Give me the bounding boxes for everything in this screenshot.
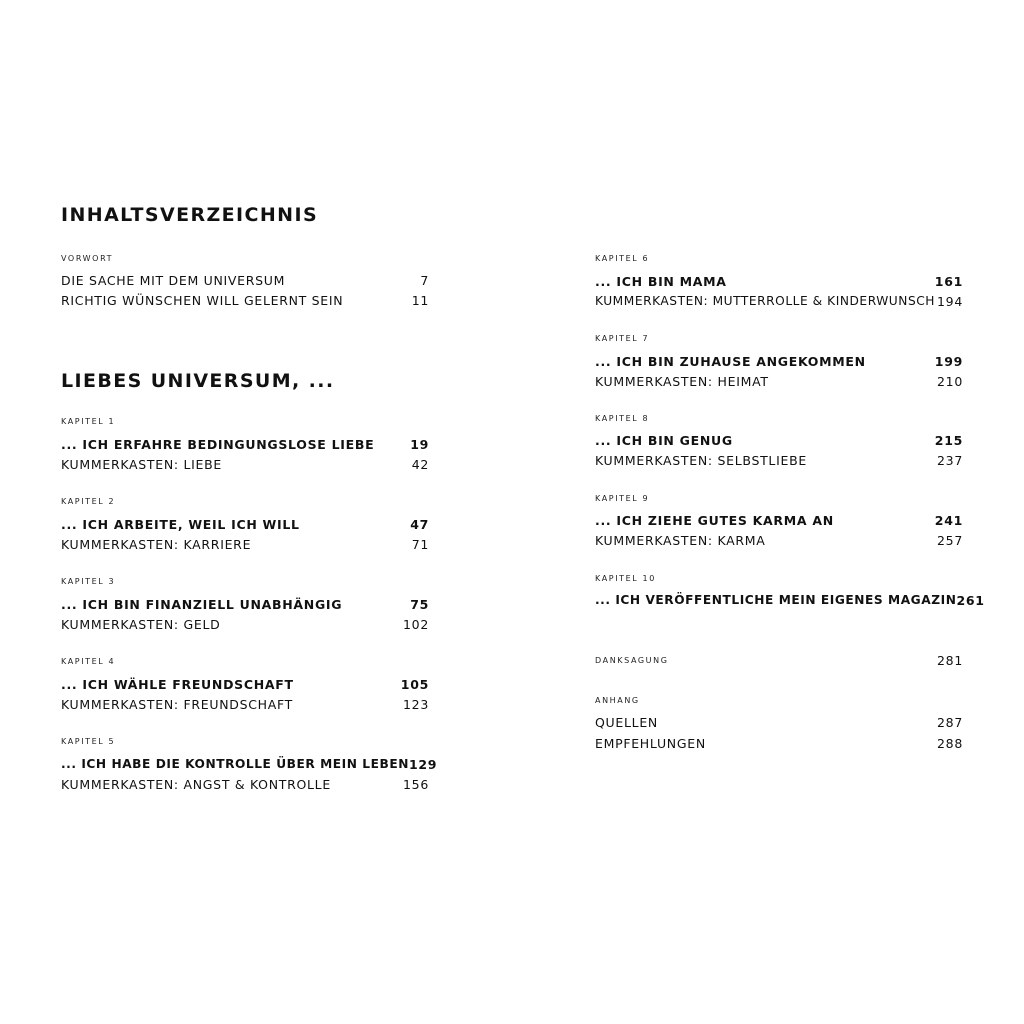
page-number: 19 [410,436,429,452]
chapter-title-row [61,595,429,613]
chapter-title: ... ICH ERFAHRE BEDINGUNGSLOSE LIEBE [61,436,375,452]
chapter-title-row [61,675,429,693]
danksagung-label: DANKSAGUNG [595,655,669,665]
chapter-title: ... ICH HABE DIE KONTROLLE ÜBER MEIN LEBEN [61,757,409,771]
kummerkasten-title: KUMMERKASTEN: MUTTERROLLE & KINDERWUNSCH [595,294,936,308]
page-number: 11 [411,292,429,308]
page-number: 199 [934,353,963,369]
chapter-label: KAPITEL 10 [595,574,656,583]
page-title: INHALTSVERZEICHNIS [61,204,319,226]
page-number: 129 [408,756,438,772]
chapter-title: ... ICH VERÖFFENTLICHE MEIN EIGENES MAGAZIN [595,593,957,607]
chapter-label: KAPITEL 9 [595,494,650,503]
page-number: 71 [411,536,429,552]
chapter-label: KAPITEL 7 [595,334,650,343]
entry-title: RICHTIG WÜNSCHEN WILL GELERNT SEIN [61,292,344,308]
chapter-label: KAPITEL 6 [595,254,650,263]
chapter-title-row [595,352,963,370]
chapter-title-row [61,515,429,533]
section-title: LIEBES UNIVERSUM, ... [61,370,335,392]
kummerkasten-title: KUMMERKASTEN: GELD [61,616,221,632]
chapter-title: ... ICH ARBEITE, WEIL ICH WILL [61,516,300,532]
chapter-label: KAPITEL 8 [595,414,650,423]
kummerkasten-title: KUMMERKASTEN: SELBSTLIEBE [595,452,807,468]
kummerkasten-title: KUMMERKASTEN: ANGST & KONTROLLE [61,776,331,792]
page-number: 237 [937,452,963,468]
page-number: 75 [410,596,429,612]
entry-title: QUELLEN [595,714,658,730]
chapter-title-row [61,755,438,773]
chapter-title-row [61,435,429,453]
kummerkasten-row [61,535,429,553]
page-number: 194 [937,293,963,309]
chapter-label: KAPITEL 2 [61,497,116,506]
kummerkasten-title: KUMMERKASTEN: LIEBE [61,456,223,472]
entry-title: DIE SACHE MIT DEM UNIVERSUM [61,272,286,288]
page-number: 288 [937,735,963,751]
page-number: 123 [403,696,429,712]
danksagung-row [595,651,963,669]
page-number: 287 [937,714,963,730]
chapter-title: ... ICH WÄHLE FREUNDSCHAFT [61,676,294,692]
chapter-title-row [595,431,963,449]
kummerkasten-row [61,455,429,473]
chapter-label: KAPITEL 1 [61,417,116,426]
entry-title: EMPFEHLUNGEN [595,735,706,751]
kummerkasten-row [61,695,429,713]
chapter-title: ... ICH BIN MAMA [595,273,727,289]
page-number: 42 [411,456,429,472]
chapter-label: KAPITEL 3 [61,577,116,586]
kummerkasten-row [61,615,429,633]
chapter-title-row [595,272,963,290]
page-number: 257 [937,532,963,548]
vorwort-label: VORWORT [61,254,114,263]
chapter-title: ... ICH BIN GENUG [595,432,733,448]
kummerkasten-title: KUMMERKASTEN: KARMA [595,532,766,548]
kummerkasten-row [61,775,429,793]
kummerkasten-title: KUMMERKASTEN: KARRIERE [61,536,252,552]
page-number: 281 [937,652,963,668]
page-number: 156 [403,776,429,792]
chapter-title: ... ICH ZIEHE GUTES KARMA AN [595,512,834,528]
toc-entry [61,271,429,289]
chapter-title: ... ICH BIN ZUHAUSE ANGEKOMMEN [595,353,866,369]
kummerkasten-row [595,292,963,310]
kummerkasten-title: KUMMERKASTEN: HEIMAT [595,373,769,389]
chapter-title-row [595,591,985,609]
page-number: 102 [403,616,429,632]
kummerkasten-row [595,531,963,549]
page-number: 215 [934,432,963,448]
kummerkasten-row [595,451,963,469]
page-number: 7 [420,272,429,288]
chapter-label: KAPITEL 4 [61,657,116,666]
chapter-label: KAPITEL 5 [61,737,116,746]
page-number: 210 [937,373,963,389]
toc-entry [61,291,429,309]
page-number: 105 [400,676,429,692]
chapter-title-row [595,511,963,529]
page-number: 161 [934,273,963,289]
page-number: 47 [410,516,429,532]
chapter-title: ... ICH BIN FINANZIELL UNABHÄNGIG [61,596,343,612]
page-number: 261 [956,592,985,608]
kummerkasten-title: KUMMERKASTEN: FREUNDSCHAFT [61,696,294,712]
page-number: 241 [934,512,963,528]
toc-entry [595,713,963,731]
kummerkasten-row [595,372,963,390]
toc-entry [595,734,963,752]
anhang-label: ANHANG [595,696,640,705]
